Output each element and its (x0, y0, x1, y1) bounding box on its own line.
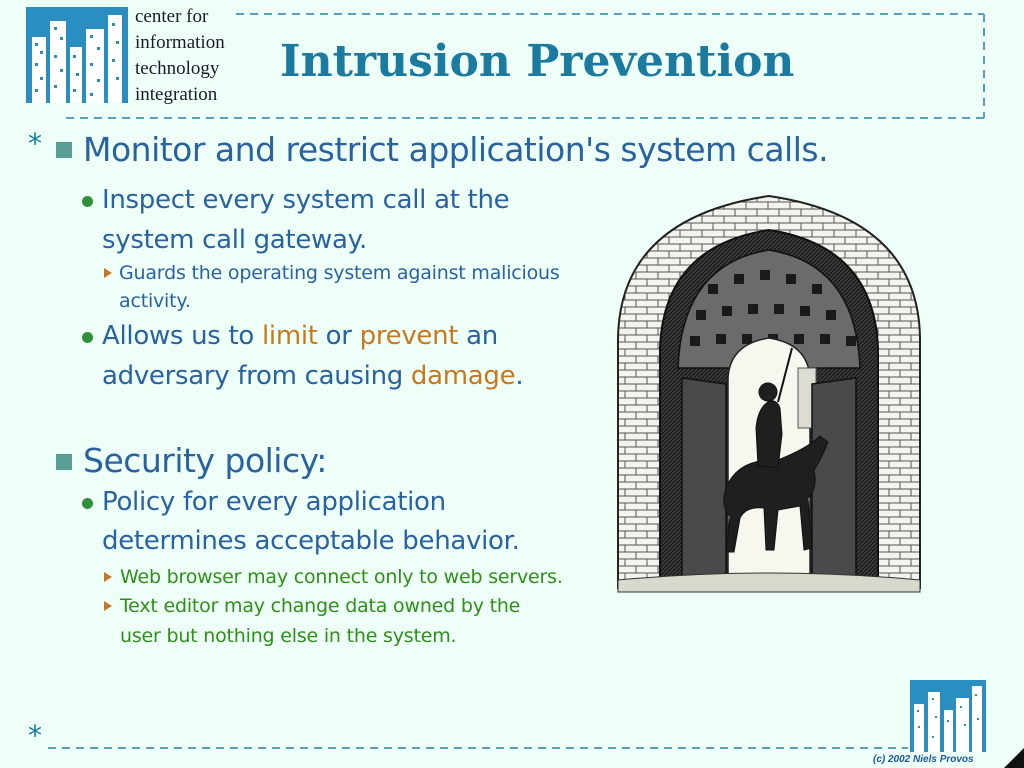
org-line-4: integration (135, 84, 218, 105)
text-segment: adversary from causing (102, 361, 411, 391)
text-segment: or (317, 321, 360, 351)
slide-title: Intrusion Prevention (280, 36, 795, 87)
text-segment: an (458, 321, 498, 351)
round-bullet-1-1 (82, 196, 93, 207)
bullet-2-1-2-line-2: user but nothing else in the system. (120, 625, 457, 647)
bullet-1-1-1-line-2: activity. (119, 290, 191, 312)
square-bullet-2 (56, 454, 72, 470)
round-bullet-2-1 (82, 498, 93, 509)
bullet-1-2-line-2 (102, 356, 523, 396)
page-corner-fold (1004, 748, 1024, 768)
org-line-1: center for (135, 6, 209, 27)
star-ornament-top: * (28, 127, 42, 160)
square-bullet-1 (56, 142, 72, 158)
round-bullet-1-2 (82, 332, 93, 343)
bullet-1-1-line-2: system call gateway. (102, 225, 367, 255)
bullet-2-text: Security policy: (83, 441, 327, 480)
bullet-1-2-line-1 (102, 316, 498, 356)
cit-logo-small (910, 680, 986, 752)
text-segment: Allows us to (102, 321, 262, 351)
bullet-2-1-2-line-1: Text editor may change data owned by the (120, 595, 521, 617)
highlight-damage: damage (410, 361, 516, 391)
org-line-2: information (135, 32, 225, 53)
highlight-limit: limit (261, 321, 318, 351)
castle-gate-illustration (608, 188, 930, 600)
arrow-bullet-2-1-1 (104, 572, 112, 582)
star-ornament-bottom: * (28, 719, 42, 752)
org-name (135, 4, 225, 108)
bullet-1-text: Monitor and restrict application's system calls. (83, 130, 829, 169)
bullet-2-1-line-1: Policy for every application (102, 487, 446, 517)
arrow-bullet-2-1-2 (104, 601, 112, 611)
copyright-notice: (c) 2002 Niels Provos (873, 754, 974, 765)
bullet-1-1-1-line-1: Guards the operating system against malicious (119, 262, 560, 284)
org-line-3: technology (135, 58, 220, 79)
cit-logo (26, 7, 128, 103)
bullet-1-1-line-1: Inspect every system call at the (102, 185, 510, 215)
arrow-bullet-1-1-1 (104, 268, 112, 278)
bullet-2-1-line-2: determines acceptable behavior. (102, 526, 520, 556)
bullet-2-1-1-text: Web browser may connect only to web servers. (120, 566, 563, 588)
highlight-prevent: prevent (359, 321, 459, 351)
text-segment: . (515, 361, 524, 391)
